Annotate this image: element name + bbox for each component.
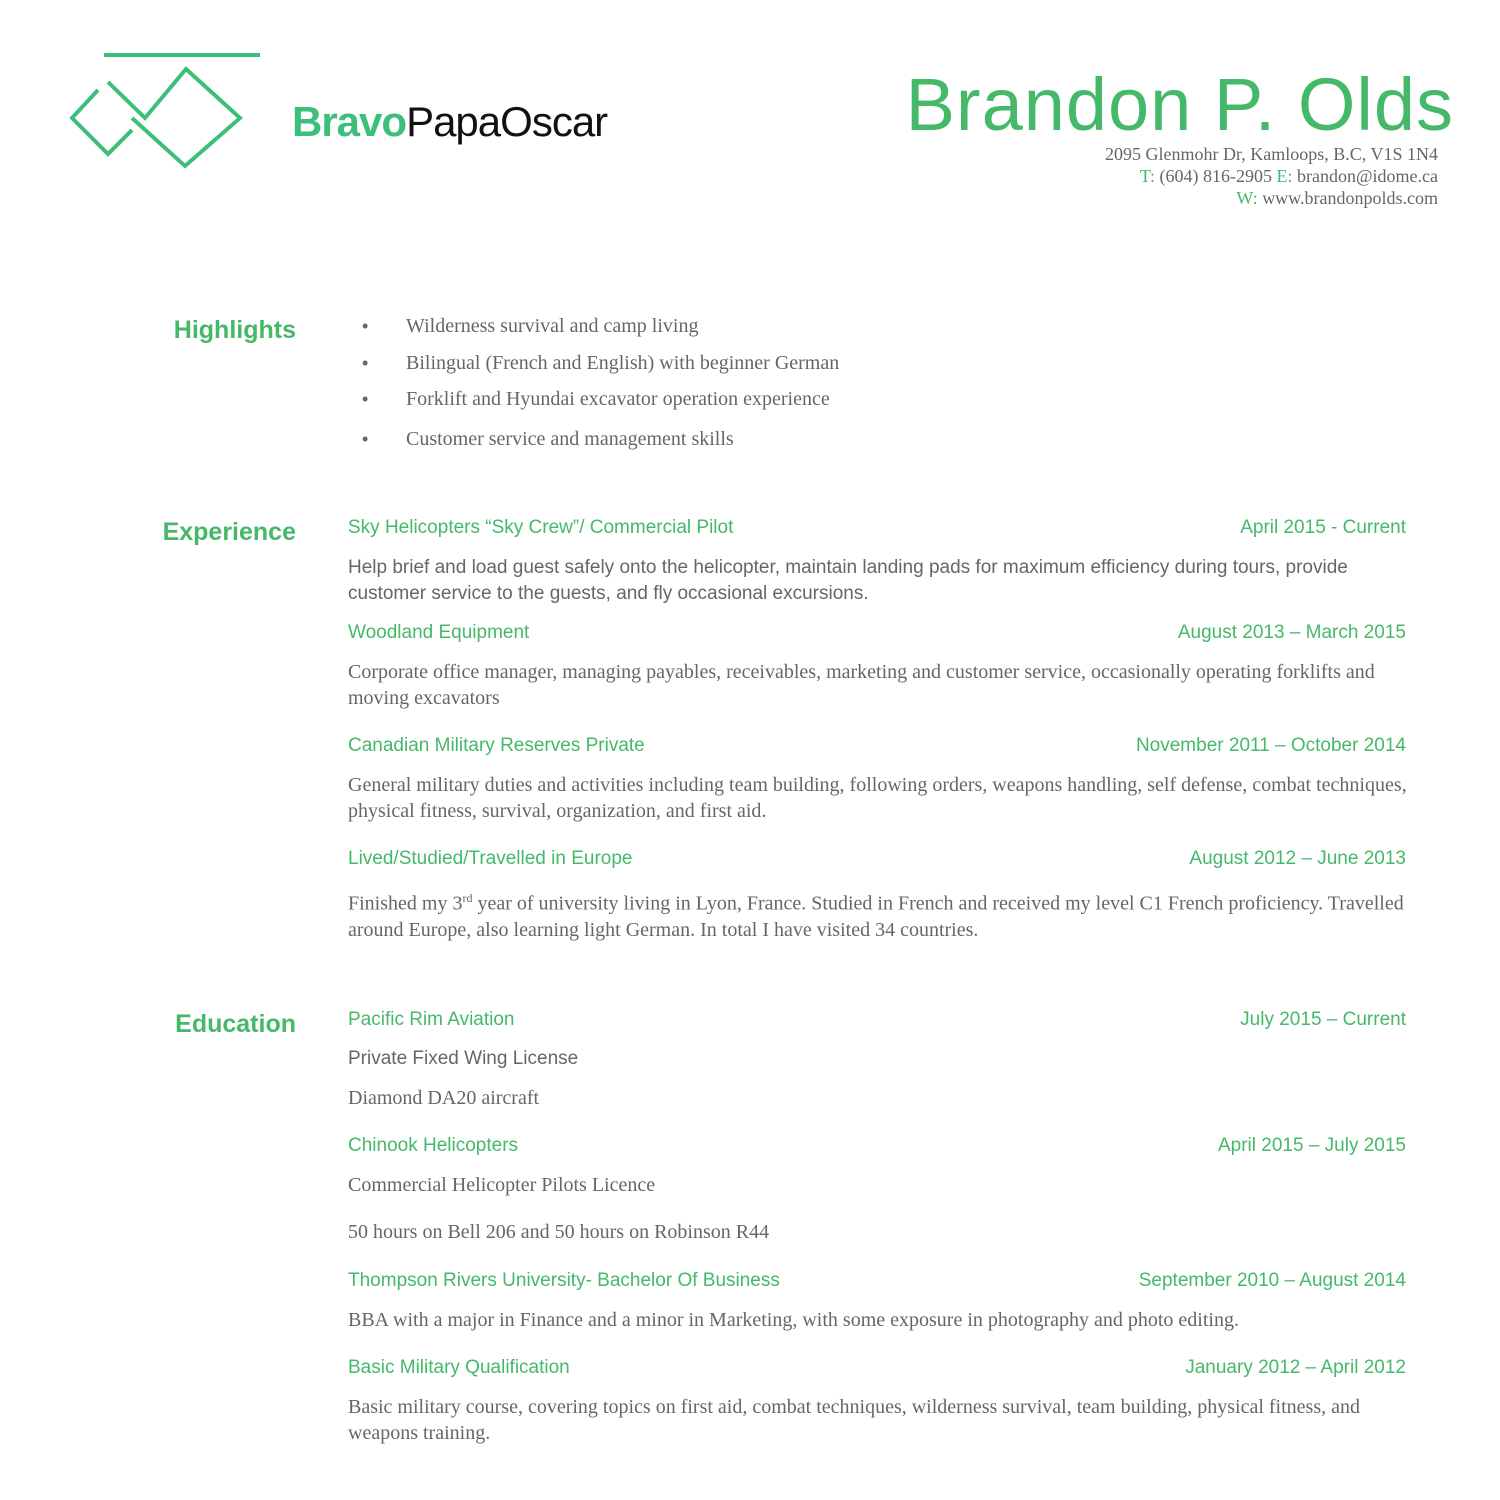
education-date: January 2012 – April 2012 bbox=[1185, 1357, 1406, 1378]
address: 2095 Glenmohr Dr, Kamloops, B.C, V1S 1N4 bbox=[1105, 144, 1438, 164]
highlight-item: Customer service and management skills bbox=[406, 428, 734, 450]
experience-date: November 2011 – October 2014 bbox=[1135, 735, 1406, 756]
experience-title: Lived/Studied/Travelled in Europe bbox=[348, 848, 633, 869]
experience-date: April 2015 - Current bbox=[1240, 517, 1406, 538]
logo-mark bbox=[60, 40, 260, 180]
education-heading: Education bbox=[175, 1010, 296, 1038]
highlight-item: Forklift and Hyundai excavator operation experience bbox=[406, 388, 830, 410]
education-line: 50 hours on Bell 206 and 50 hours on Robinson R44 bbox=[348, 1221, 770, 1243]
education-line: BBA with a major in Finance and a minor in Marketing, with some exposure in photography and photo editing. bbox=[348, 1309, 1239, 1331]
education-title: Basic Military Qualification bbox=[348, 1357, 570, 1378]
experience-date: August 2013 – March 2015 bbox=[1177, 622, 1406, 643]
bullet-icon: • bbox=[362, 316, 369, 336]
experience-heading: Experience bbox=[162, 518, 296, 546]
bullet-icon: • bbox=[362, 429, 369, 449]
experience-title: Sky Helicopters “Sky Crew”/ Commercial Pilot bbox=[348, 517, 734, 538]
website: W: www.brandonpolds.com bbox=[1236, 188, 1438, 208]
highlight-item: Bilingual (French and English) with beginner German bbox=[406, 352, 840, 374]
education-title: Thompson Rivers University- Bachelor Of Business bbox=[348, 1270, 780, 1291]
experience-desc: Help brief and load guest safely onto the helicopter, maintain landing pads for maximum efficiency during tours, provide customer service to the guests, and fly occasional excursions. bbox=[348, 557, 1348, 604]
education-date: September 2010 – August 2014 bbox=[1138, 1270, 1406, 1291]
education-line: Basic military course, covering topics on first aid, combat techniques, wilderness survival, team building, physical fitness, and weapons training. bbox=[348, 1396, 1360, 1444]
bullet-icon: • bbox=[362, 353, 369, 373]
experience-date: August 2012 – June 2013 bbox=[1189, 848, 1406, 869]
experience-desc: Finished my 3rd year of university living in Lyon, France. Studied in French and received my level C1 French proficiency. Travelled around Europe, also learning light German. In total I have visited 34 countries. bbox=[348, 891, 1404, 941]
experience-title: Canadian Military Reserves Private bbox=[348, 735, 645, 756]
experience-desc: General military duties and activities including team building, following orders, weapons handling, self defense, combat techniques, physical fitness, survival, organization, and first aid. bbox=[348, 774, 1407, 822]
education-line: Diamond DA20 aircraft bbox=[348, 1087, 540, 1109]
education-line: Private Fixed Wing License bbox=[348, 1048, 579, 1069]
education-title: Pacific Rim Aviation bbox=[348, 1009, 515, 1030]
education-date: July 2015 – Current bbox=[1240, 1009, 1406, 1030]
experience-title: Woodland Equipment bbox=[348, 622, 530, 643]
education-line: Commercial Helicopter Pilots Licence bbox=[348, 1174, 656, 1196]
candidate-name: Brandon P. Olds bbox=[905, 63, 1454, 146]
education-date: April 2015 – July 2015 bbox=[1217, 1135, 1406, 1156]
logo-wordmark: BravoPapaOscar bbox=[292, 98, 608, 145]
phone-email: T: (604) 816-2905 E: brandon@idome.ca bbox=[1139, 166, 1438, 186]
experience-desc: Corporate office manager, managing payables, receivables, marketing and customer service, occasionally operating forklifts and moving excavators bbox=[348, 661, 1375, 709]
highlight-item: Wilderness survival and camp living bbox=[406, 315, 699, 337]
highlights-heading: Highlights bbox=[173, 316, 296, 344]
bullet-icon: • bbox=[362, 389, 369, 409]
education-title: Chinook Helicopters bbox=[348, 1135, 519, 1156]
